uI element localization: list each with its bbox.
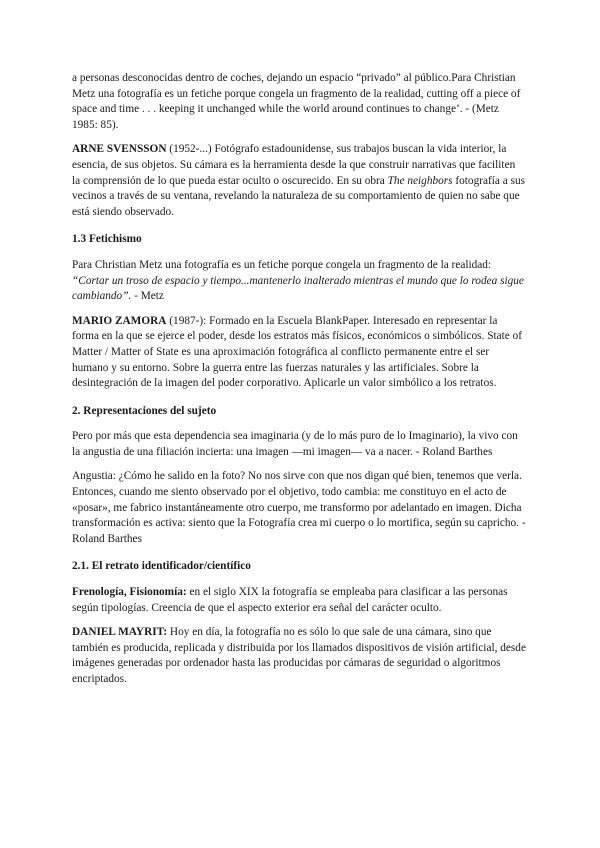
paragraph-text: Angustia: ¿Cómo he salido en la foto? No nos sirve con que nos digan qué bien, tenemos que verla. Entonces, cuando me siento observado por el objetivo, todo cambia: me constituyo en el acto de «posar», me fabrico instantáneamente otro cuerpo, me transformo por adelantado en imagen. Dicha transformación es activa: siento que la Fotografía crea mi cuerpo o lo mortifica, según su capricho. - Roland Barthes bbox=[72, 470, 526, 545]
section-heading-representaciones: 2. Representaciones del sujeto bbox=[72, 404, 217, 417]
photographer-name: ARNE SVENSSON bbox=[72, 143, 167, 156]
section-heading-fetichismo: 1.3 Fetichismo bbox=[72, 233, 142, 246]
paragraph-arne-svensson bbox=[72, 142, 526, 220]
paragraph-text: en el siglo XIX la fotografía se empleaba para clasificar a las personas según tipologías. Creencia de que el aspecto exterior era señal del carácter oculto. bbox=[72, 586, 508, 614]
photographer-name: MARIO ZAMORA bbox=[72, 314, 167, 327]
paragraph-metz-fetiche bbox=[72, 258, 526, 305]
paragraph-text: Para Christian Metz una fotografía es un fetiche porque congela un fragmento de la realidad: bbox=[72, 258, 492, 271]
paragraph-frenologia bbox=[72, 585, 526, 616]
section-heading-retrato: 2.1. El retrato identificador/científico bbox=[72, 560, 251, 573]
paragraph-text: Pero por más que esta dependencia sea imaginaria (y de lo más puro de lo Imaginario), la vivo con la angustia de una filiación incierta: una imagen —mi imagen— va a nacer. - Roland Barthes bbox=[72, 430, 518, 458]
paragraph-text: Hoy en día, la fotografía no es sólo lo que sale de una cámara, sino que también es producida, replicada y distribuida por los llamados dispositivos de visión artificial, desde imágenes generadas por ordenador hasta las producidas por cámaras de seguridad o algoritmos encriptados. bbox=[72, 626, 526, 685]
paragraph-barthes-quote-2 bbox=[72, 469, 526, 547]
paragraph-daniel-mayrit bbox=[72, 625, 526, 687]
paragraph-text: (1952-...) Fotógrafo estadounidense, sus trabajos buscan la vida interior, la esencia, de sus objetos. Su cámara es la herramienta desde la que construir narrativas que faciliten la comprensión de lo que pueda estar oculto o oscurecido. En su obra bbox=[72, 143, 516, 187]
work-title: The neighbors bbox=[387, 174, 453, 187]
paragraph-text: (1987-): Formado en la Escuela BlankPaper. Interesado en representar la forma en la que se ejerce el poder, desde los estratos más físicos, económicos o simbólicos. State of Matter / Matter of State es una aproximación fotográfica al conflicto permanente entre el ser humano y su entorno. Sobre la guerra entre las fuerzas naturales y las artificiales. Sobre la desintegración de la imagen del poder corporativo. Aplicarle un valor simbólico a los retratos. bbox=[72, 314, 523, 390]
paragraph-metz-intro bbox=[72, 71, 526, 133]
document-body bbox=[72, 71, 526, 697]
photographer-name: DANIEL MAYRIT: bbox=[72, 626, 168, 639]
quote-attribution: - Metz bbox=[131, 290, 164, 303]
metz-quote: “Cortar un troso de espacio y tiempo...mantenerlo inalterado mientras el mundo que lo rodea sigue cambiando”. bbox=[72, 274, 524, 303]
paragraph-text: fotografía a sus vecinos a través de su ventana, revelando la naturaleza de su comportamiento de quien no sabe que está siendo observado. bbox=[72, 174, 526, 218]
term-label: Frenología, Fisionomía: bbox=[72, 586, 187, 599]
paragraph-text: a personas desconocidas dentro de coches, dejando un espacio “privado” al público.Para Christian Metz una fotografía es un fetiche porque congela un fragmento de la realidad, cutting off a piece of space and time . . . keeping it unchanged while the world around continues to change’. - (Metz 1985: 85). bbox=[72, 72, 521, 131]
paragraph-barthes-quote-1 bbox=[72, 429, 526, 460]
paragraph-mario-zamora bbox=[72, 314, 526, 392]
